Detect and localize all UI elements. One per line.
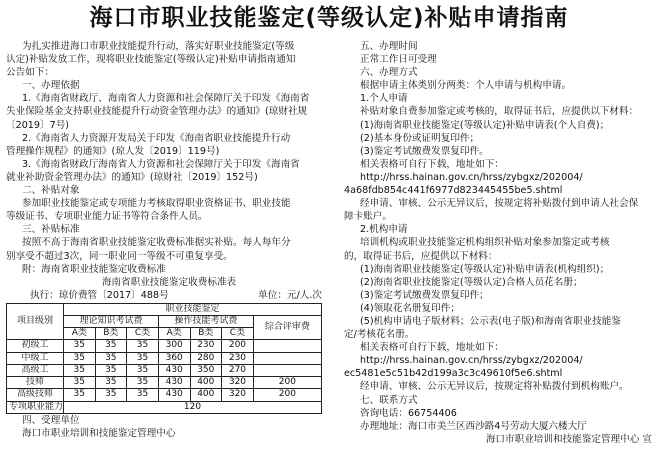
cell: 430 xyxy=(158,389,190,401)
cell xyxy=(253,352,321,364)
cell: 35 xyxy=(64,364,96,376)
table-header-row xyxy=(7,303,322,315)
agency-line: (1)海南省职业技能鉴定(等级认定)补贴申请表(机构组织)； xyxy=(360,263,610,275)
intro-line: 公告如下： xyxy=(6,67,54,79)
right-column xyxy=(344,40,652,446)
cell: 230 xyxy=(190,340,222,352)
header-theory: 理论知识考试费 xyxy=(64,316,159,328)
cell: 35 xyxy=(64,352,96,364)
cell: 320 xyxy=(222,389,254,401)
agency-line: (2)海南省职业技能鉴定(等级认定)合格人员花名册； xyxy=(360,276,583,288)
personal-line: 障卡账户。 xyxy=(344,211,392,223)
table-row xyxy=(7,377,322,389)
cell: 35 xyxy=(64,389,96,401)
row-level: 技师 xyxy=(7,377,64,389)
cell: 300 xyxy=(158,340,190,352)
cell: 35 xyxy=(95,340,127,352)
basis-line: 1.《海南省财政厅、海南省人力资源和社会保障厅关于印发《海南省 xyxy=(22,93,310,105)
table-meta xyxy=(6,289,332,302)
cell: 35 xyxy=(64,340,96,352)
personal-line: 经申请、审核、公示无异议后，按规定将补贴拨付到申请人社会保 xyxy=(360,198,639,210)
row-level: 初级工 xyxy=(7,340,64,352)
basis-line: 3.《海南省财政厅海南省人力资源和社会保障厅关于印发《海南省 xyxy=(22,158,300,170)
attachment-note: 附：海南省职业技能鉴定收费标准 xyxy=(22,263,166,275)
row-level: 高级技师 xyxy=(7,389,64,401)
basis-line: 〔2019〕7号) xyxy=(6,119,70,131)
standard-line: 别享受不超过3次，同一职业同一等级不可重复享受。 xyxy=(6,250,233,262)
agency-line: (3)鉴定考试缴费发票复印件； xyxy=(360,289,489,301)
header-a: A类 xyxy=(64,328,96,340)
address-text: 办理地址：海口市美兰区西沙路4号劳动大厦六楼大厅 xyxy=(360,420,587,432)
special-value: 120 xyxy=(64,401,322,413)
cell: 35 xyxy=(95,377,127,389)
cell: 200 xyxy=(222,340,254,352)
cell: 35 xyxy=(95,352,127,364)
cell xyxy=(253,364,321,376)
signature: 海口市职业培训和技能鉴定管理中心 宣 xyxy=(485,433,652,445)
basis-line: 2.《海南省人力资源开发局关于印发《海南省职业技能提升行动 xyxy=(22,132,291,144)
cell: 35 xyxy=(127,389,159,401)
download-link[interactable]: ec5481e5c51b42d199a3c3c49610f5e6.shtml xyxy=(344,368,563,380)
table-title: 海南省职业技能鉴定收费标准表 xyxy=(101,276,237,288)
method-intro: 根据申请主体类别分两类：个人申请与机构申请。 xyxy=(360,80,572,92)
cell: 400 xyxy=(190,389,222,401)
phone-text: 咨询电话：66754406 xyxy=(360,407,457,419)
header-review: 综合评审费 xyxy=(253,316,321,340)
cell: 230 xyxy=(222,352,254,364)
personal-line: (1)海南省职业技能鉴定(等级认定)补贴申请表(个人自费)； xyxy=(360,119,610,131)
agency-line: (5)机构申请电子版材料；公示表(电子版)和海南省职业技能鉴 xyxy=(360,315,621,327)
fee-table xyxy=(6,303,322,414)
agency-line: 定/考核花名册。 xyxy=(344,329,415,341)
header-b: B类 xyxy=(190,328,222,340)
agency-line: 经申请、审核、公示无异议后，按规定将补贴拨付到机构账户。 xyxy=(360,381,629,393)
basis-line: 就业补助资金管理办法》的通知》(琼财社〔2019〕152号) xyxy=(6,171,258,183)
header-c: C类 xyxy=(127,328,159,340)
row-level: 高级工 xyxy=(7,364,64,376)
personal-line: 相关表格可自行下载，地址如下： xyxy=(360,158,504,170)
section-heading: 三、补贴标准 xyxy=(22,224,80,236)
header-b: B类 xyxy=(95,328,127,340)
section-heading: 七、联系方式 xyxy=(360,394,418,406)
header-c: C类 xyxy=(222,328,254,340)
cell: 35 xyxy=(127,377,159,389)
agency-line: (4)领取花名册复印件； xyxy=(360,302,460,314)
cell: 200 xyxy=(253,389,321,401)
section-heading: 二、补贴对象 xyxy=(22,185,80,197)
hours-text: 正常工作日可受理 xyxy=(360,54,437,66)
intro-line: 认定)补贴发放工作，现将职业技能鉴定(等级认定)补贴申请指南通知 xyxy=(6,54,296,66)
basis-line: 失业保险基金支持职业技能提升行动资金管理办法》的通知》(琼财社规 xyxy=(6,106,308,118)
unit-label: 单位：元/人.次 xyxy=(258,289,322,301)
download-link[interactable]: http://hrss.hainan.gov.cn/hrss/zybgxz/202004/ xyxy=(360,355,583,367)
left-column xyxy=(6,40,332,440)
target-line: 参加职业技能鉴定或专项能力考核取得职业资格证书、职业技能 xyxy=(22,198,291,210)
cell: 35 xyxy=(127,340,159,352)
cell: 320 xyxy=(222,377,254,389)
table-row xyxy=(7,364,322,376)
cell: 35 xyxy=(95,389,127,401)
table-row xyxy=(7,389,322,401)
cell: 280 xyxy=(190,352,222,364)
office-name: 海口市职业培训和技能鉴定管理中心 xyxy=(22,427,176,439)
agency-line: 的，取得证书后，应提供以下材料： xyxy=(344,250,498,262)
row-level: 中级工 xyxy=(7,352,64,364)
cell: 35 xyxy=(127,364,159,376)
sub-heading: 2.机构申请 xyxy=(360,224,408,236)
section-heading: 六、办理方式 xyxy=(360,67,418,79)
table-row xyxy=(7,352,322,364)
cell: 35 xyxy=(127,352,159,364)
personal-line: (3)鉴定考试缴费发票复印件。 xyxy=(360,145,489,157)
cell: 360 xyxy=(158,352,190,364)
cell xyxy=(253,340,321,352)
cell: 35 xyxy=(95,364,127,376)
download-link[interactable]: 4a68fdb854c441f6977d823445455be5.shtml xyxy=(344,185,563,197)
special-label: 专项职业能力 xyxy=(7,401,64,413)
standard-line: 按照不高于海南省职业技能鉴定收费标准据实补贴。每人每年分 xyxy=(22,237,291,249)
section-heading: 五、办理时间 xyxy=(360,41,418,52)
doc-number: 执行：琼价费管〔2017〕488号 xyxy=(30,289,169,301)
header-fee: 职业技能鉴定 xyxy=(64,303,322,315)
page-title: 海口市职业技能鉴定(等级认定)补贴申请指南 xyxy=(89,5,569,31)
section-heading: 四、受理单位 xyxy=(22,414,80,426)
cell: 350 xyxy=(190,364,222,376)
section-heading: 一、办理依据 xyxy=(22,80,80,92)
personal-line: (2)基本身份或证明复印件； xyxy=(360,132,480,144)
basis-line: 管理操作规程》的通知》(琼人发〔2019〕119号) xyxy=(6,145,220,157)
table-row-special xyxy=(7,401,322,413)
agency-line: 培训机构或职业技能鉴定机构组织补贴对象参加鉴定或考核 xyxy=(360,237,610,249)
personal-line: 补贴对象自费参加鉴定或考核的，取得证书后，应提供以下材料： xyxy=(360,106,639,118)
cell: 430 xyxy=(158,377,190,389)
cell: 200 xyxy=(253,377,321,389)
sub-heading: 1.个人申请 xyxy=(360,93,408,105)
header-skill: 操作技能考试费 xyxy=(158,316,253,328)
cell: 35 xyxy=(64,377,96,389)
cell: 270 xyxy=(222,364,254,376)
agency-line: 相关表格可自行下载，地址如下： xyxy=(360,342,504,354)
header-level: 项目级别 xyxy=(7,303,64,340)
intro-line: 为扎实推进海口市职业技能提升行动，落实好职业技能鉴定(等级 xyxy=(22,41,295,52)
download-link[interactable]: http://hrss.hainan.gov.cn/hrss/zybgxz/202004/ xyxy=(360,171,583,183)
target-line: 等级证书、专项职业能力证书等符合条件人员。 xyxy=(6,211,208,223)
cell: 400 xyxy=(190,377,222,389)
header-a: A类 xyxy=(158,328,190,340)
table-row xyxy=(7,340,322,352)
cell: 430 xyxy=(158,364,190,376)
